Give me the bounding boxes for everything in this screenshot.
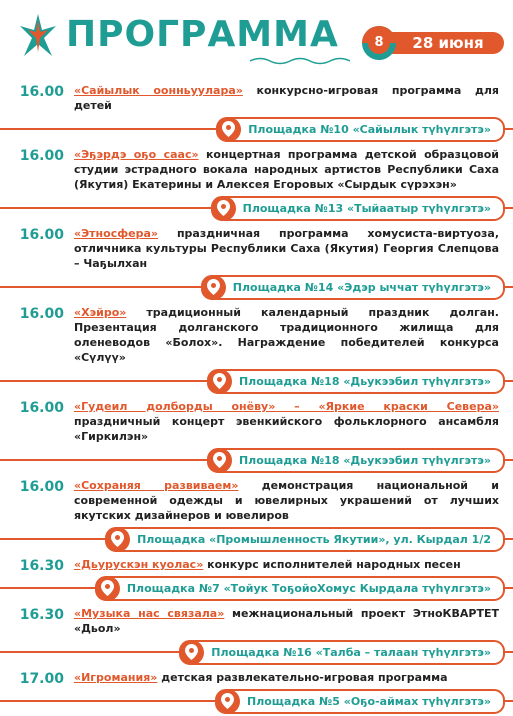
entry-name: «Дьурускэн куолас»	[74, 558, 204, 571]
entry-text: конкурс исполнителей народных песен	[203, 558, 461, 571]
entry-text: концертная программа детской образцовой студии эстрадного вокала народных артистов Республики Саха (Якутия) Екатерины и Алексея Егоровых «Сырдык сүрэхэн»	[74, 148, 499, 191]
entry-description	[74, 667, 499, 685]
venue-row	[0, 448, 513, 471]
location-pin-icon	[207, 369, 232, 394]
venue-badge	[201, 275, 505, 300]
entry-text: праздничная программа хомусиста-виртуоза, отличника культуры Республики Саха (Якутия) Георгия Слепцова – Чаҕылхан	[74, 227, 499, 270]
entry-time: 16.00	[19, 306, 64, 322]
program-entry	[0, 475, 513, 550]
date-day: 8	[368, 32, 390, 54]
venue-row	[0, 117, 513, 140]
location-pin-icon	[216, 117, 241, 142]
program-entry	[0, 144, 513, 219]
venue-badge	[207, 448, 505, 473]
location-pin-icon	[201, 275, 226, 300]
entry-name: «Этносфера»	[74, 227, 159, 240]
program-list	[0, 80, 513, 716]
venue-badge	[216, 117, 505, 142]
location-pin-icon	[105, 527, 130, 552]
entry-description	[74, 144, 499, 192]
entry-time: 16.00	[19, 479, 64, 495]
venue-text: Площадка №14 «Эдэр ыччат түһүлгэтэ»	[232, 281, 491, 294]
venue-row	[0, 576, 513, 599]
entry-time: 16.00	[19, 84, 64, 100]
entry-description	[74, 603, 499, 636]
program-entry	[0, 667, 513, 712]
venue-badge	[215, 689, 505, 714]
venue-row	[0, 275, 513, 298]
program-entry	[0, 302, 513, 392]
location-pin-icon	[211, 196, 236, 221]
entry-text: детская развлекательно-игровая программа	[157, 671, 448, 684]
decorative-ornament-icon	[250, 56, 350, 66]
entry-time: 16.00	[19, 148, 64, 164]
program-entry	[0, 80, 513, 140]
venue-badge	[207, 369, 505, 394]
entry-text: демонстрация национальной и современной одежды и ювелирных украшений от лучших якутских дизайнеров и ювелиров	[74, 479, 499, 522]
entry-name: «Гудеил долборды онёву» – «Яркие краски Севера»	[74, 400, 499, 413]
venue-row	[0, 196, 513, 219]
entry-text: праздничный концерт эвенкийского фольклорного ансамбля «Гиркилэн»	[74, 415, 499, 443]
venue-text: Площадка №5 «Оҕо-аймах түһүлгэтэ»	[246, 695, 491, 708]
date-text: 28 июня	[392, 32, 504, 54]
header	[0, 0, 513, 72]
venue-text: Площадка №10 «Сайылык түһүлгэтэ»	[248, 123, 491, 136]
entry-description	[74, 223, 499, 271]
venue-badge	[179, 640, 505, 665]
venue-text: Площадка №18 «Дьукээбил түһүлгэтэ»	[238, 454, 491, 467]
venue-text: Площадка №13 «Тыйаатыр түһүлгэтэ»	[242, 202, 491, 215]
entry-time: 16.00	[19, 227, 64, 243]
program-entry	[0, 554, 513, 599]
venue-text: Площадка №18 «Дьукээбил түһүлгэтэ»	[238, 375, 491, 388]
entry-description	[74, 80, 499, 113]
program-entry	[0, 223, 513, 298]
entry-name: «Сохраняя развиваем»	[74, 479, 239, 492]
entry-text: межнациональный проект ЭтноКВАРТЕТ «Дьол»	[74, 607, 499, 635]
location-pin-icon	[179, 640, 204, 665]
bird-logo-icon	[18, 12, 58, 62]
location-pin-icon	[95, 576, 120, 601]
entry-time: 16.30	[19, 558, 64, 574]
program-entry	[0, 603, 513, 663]
venue-row	[0, 369, 513, 392]
entry-name: «Музыка нас связала»	[74, 607, 225, 620]
entry-description	[74, 396, 499, 444]
venue-badge	[105, 527, 505, 552]
venue-badge	[211, 196, 505, 221]
venue-text: Площадка «Промышленность Якутии», ул. Кырдал 1/2	[137, 533, 491, 546]
entry-text: традиционный календарный праздник долган. Презентация долганского традиционного жилища для оленеводов «Болох». Награждение победителей конкурса «Сүлүү»	[74, 306, 499, 364]
venue-row	[0, 689, 513, 712]
location-pin-icon	[215, 689, 240, 714]
entry-text: конкурсно-игровая программа для детей	[74, 84, 499, 112]
entry-name: «Эҕэрдэ оҕо саас»	[74, 148, 199, 161]
entry-name: «Сайылык оонньуулара»	[74, 84, 243, 97]
venue-text: Площадка №16 «Талба – талаан түһүлгэтэ»	[211, 646, 491, 659]
program-entry	[0, 396, 513, 471]
entry-description	[74, 475, 499, 523]
page-title: ПРОГРАММА	[66, 14, 339, 55]
date-circle	[362, 26, 396, 60]
venue-text: Площадка №7 «Тойук ТоҕойоXомус Кырдала түһүлгэтэ»	[126, 582, 491, 595]
entry-name: «Хэйро»	[74, 306, 127, 319]
venue-badge	[95, 576, 505, 601]
entry-description	[74, 302, 499, 365]
entry-time: 16.00	[19, 400, 64, 416]
location-pin-icon	[207, 448, 232, 473]
entry-time: 16.30	[19, 607, 64, 623]
venue-row	[0, 527, 513, 550]
entry-time: 17.00	[19, 671, 64, 687]
entry-name: «Игромания»	[74, 671, 158, 684]
venue-row	[0, 640, 513, 663]
entry-description	[74, 554, 499, 572]
